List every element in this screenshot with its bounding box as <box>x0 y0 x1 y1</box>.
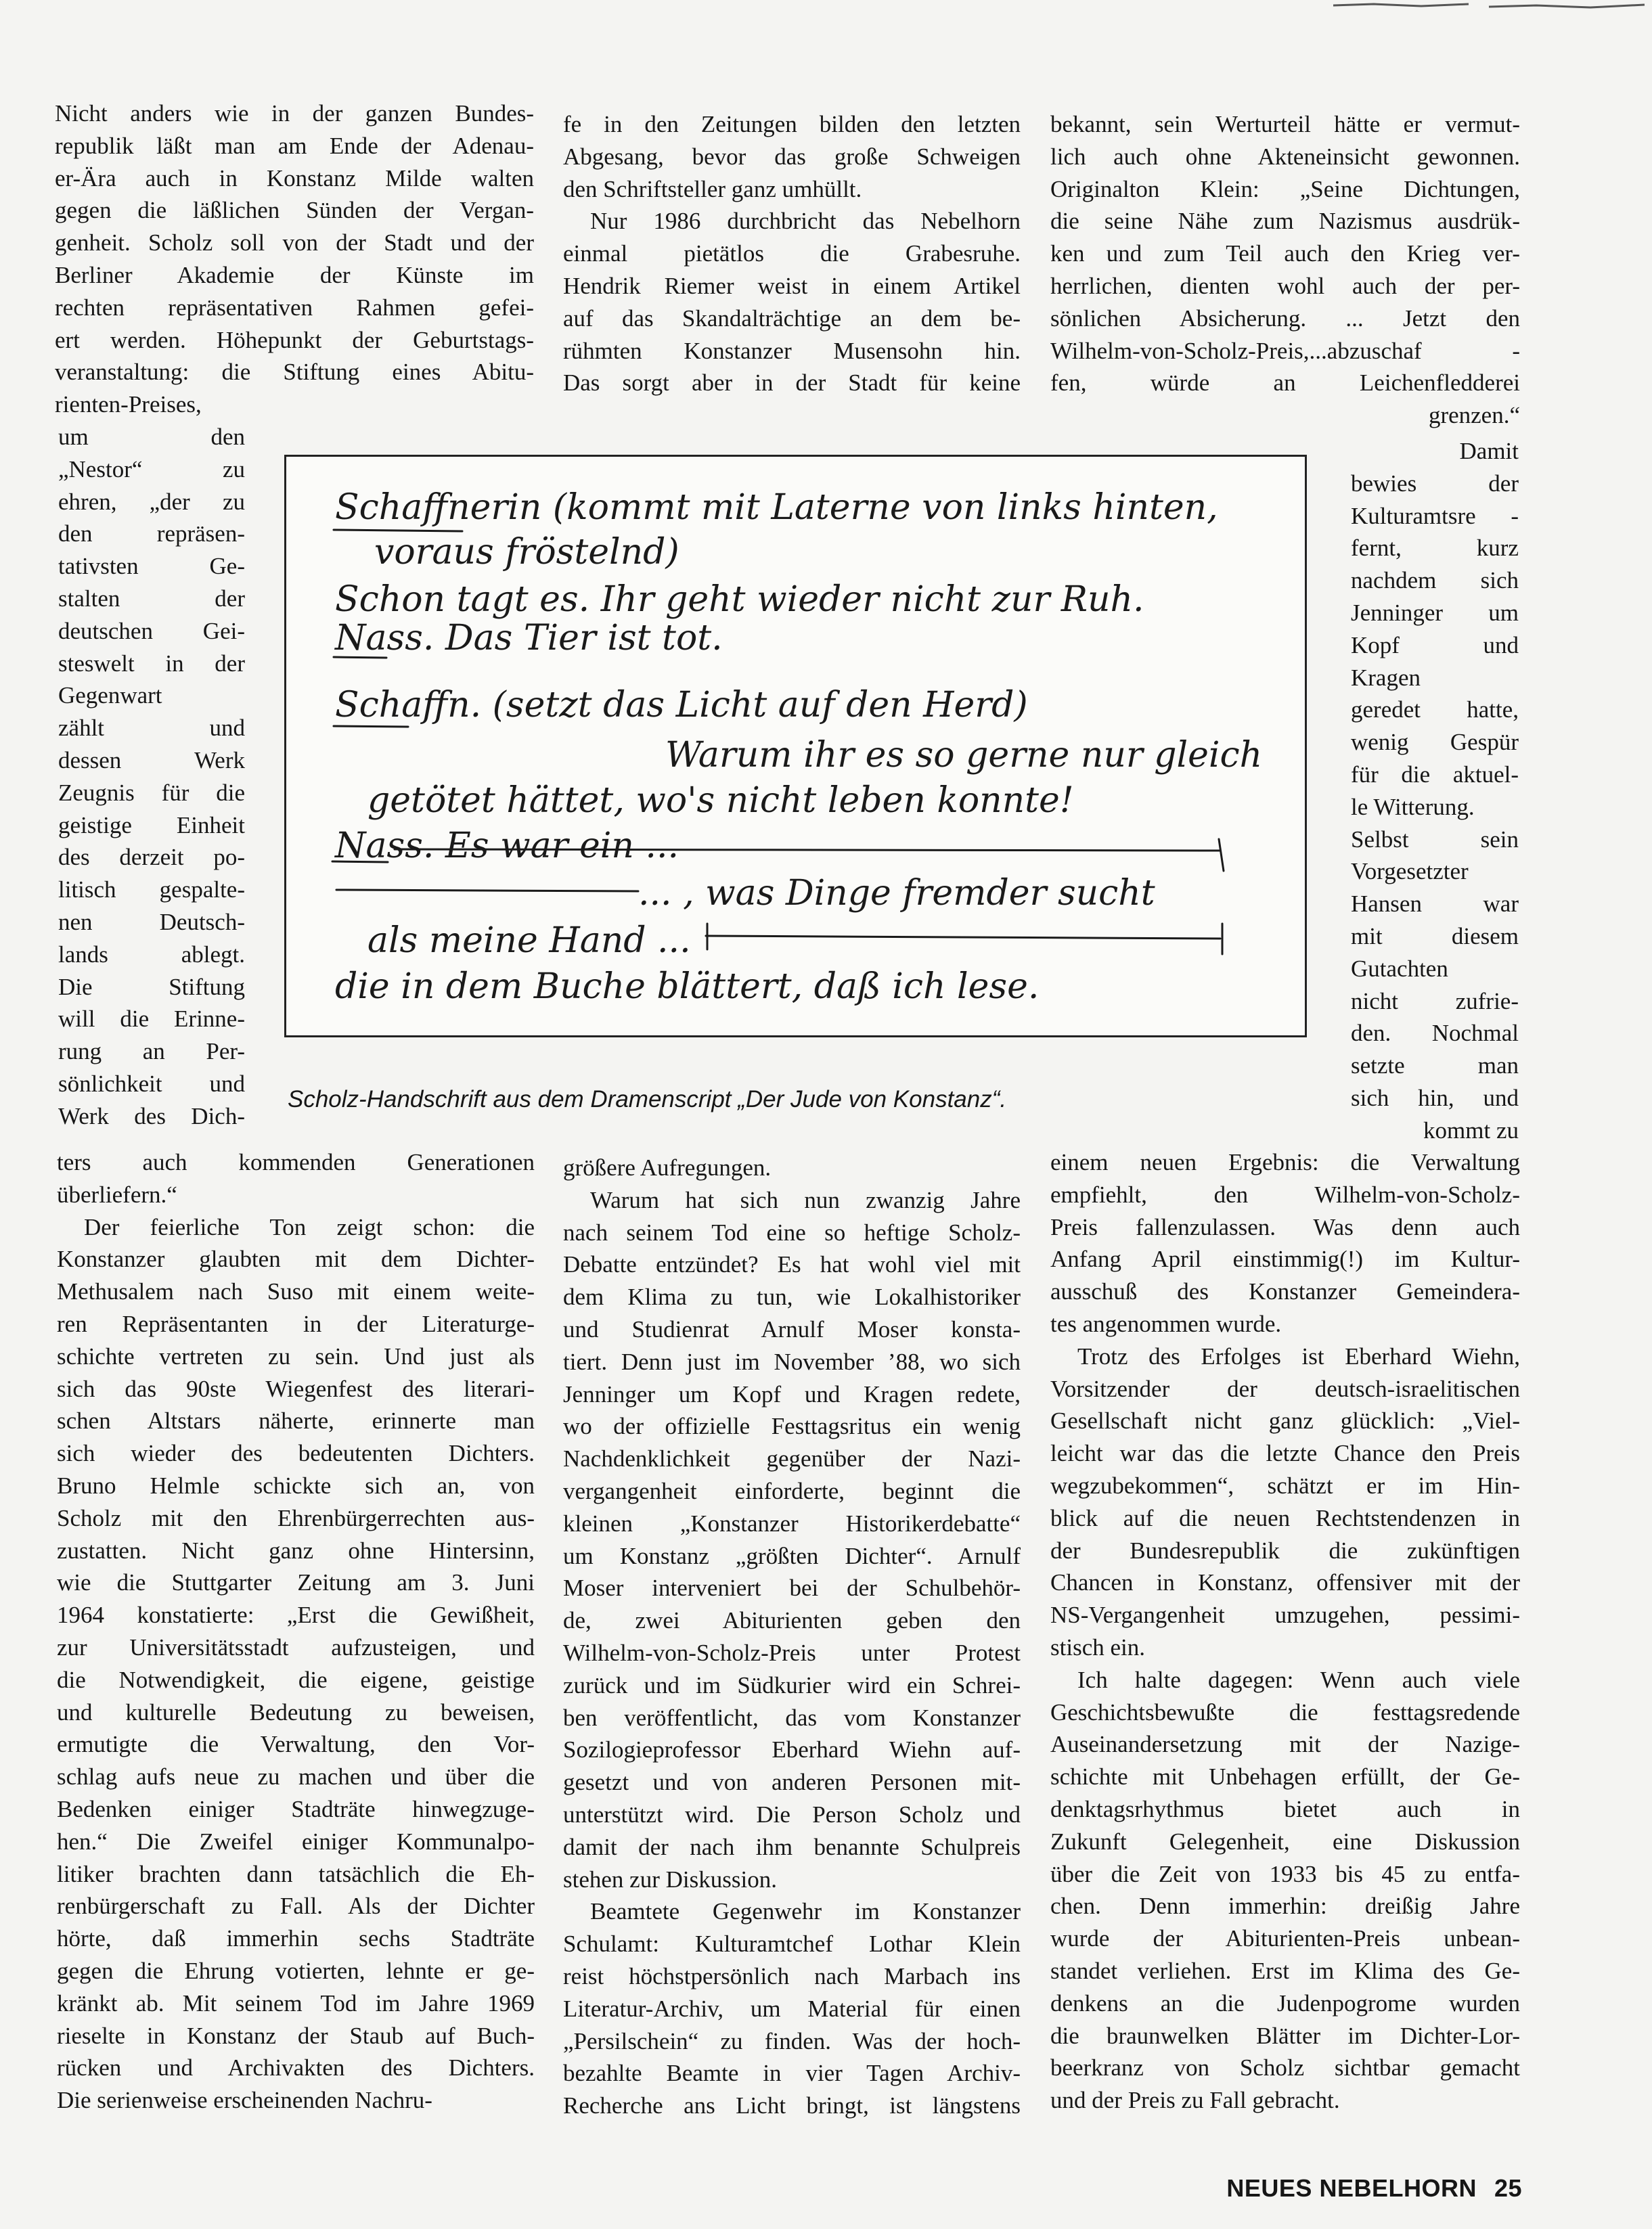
text-line: deutschen Gei- <box>58 617 245 644</box>
text-line: überliefern.“ <box>57 1181 177 1208</box>
text-line: 1964 konstatierte: „Erst die Gewißheit, <box>57 1602 535 1629</box>
handwriting-line: ... , was Dinge fremder sucht <box>638 873 1155 914</box>
handwriting-line: als meine Hand ... <box>367 920 691 961</box>
text-line: über die Zeit von 1933 bis 45 zu entfa- <box>1050 1860 1520 1887</box>
text-line: Nachdenklichkeit gegenüber der Nazi- <box>563 1445 1021 1472</box>
text-line: Debatte entzündet? Es hat wohl viel mit <box>563 1251 1021 1278</box>
text-line: den Schriftsteller ganz umhüllt. <box>563 175 862 202</box>
text-line: Vorgesetzter <box>1351 858 1469 885</box>
text-line: fe in den Zeitungen bilden den letzten <box>563 111 1021 137</box>
handwriting-line: voraus fröstelnd) <box>374 532 679 572</box>
text-line: und kulturelle Bedeutung zu beweisen, <box>57 1698 535 1726</box>
text-line: dem Klima zu tun, wie Lokalhistoriker <box>563 1284 1021 1311</box>
text-line: NS-Vergangenheit umzugehen, pessimi- <box>1050 1602 1520 1629</box>
text-line: Geschichtsbewußte die festtagsredende <box>1050 1698 1520 1726</box>
text-line: er-Ära auch in Konstanz Milde walten <box>55 164 534 192</box>
text-line: einmal pietätlos die Grabesruhe. <box>563 240 1021 267</box>
text-line: mit diesem <box>1351 922 1519 949</box>
text-line: Nicht anders wie in der ganzen Bundes- <box>55 100 534 127</box>
handwriting-line: getötet hättet, wo's nicht leben konnte! <box>367 780 1074 821</box>
text-line: Warum hat sich nun zwanzig Jahre <box>590 1186 1021 1213</box>
text-line: die Notwendigkeit, die eigene, geistige <box>57 1666 535 1693</box>
text-line: tes angenommen wurde. <box>1050 1310 1282 1337</box>
paragraph <box>1050 1146 1520 1341</box>
column-1-top <box>55 97 534 421</box>
text-line: sönlichkeit und <box>58 1070 245 1097</box>
text-line: schichte vertreten zu sein. Und just als <box>57 1343 535 1370</box>
text-line: Beamtete Gegenwehr im Konstanzer <box>590 1898 1021 1925</box>
handwriting-image <box>286 457 1305 1035</box>
text-line: lich auch ohne Akteneinsicht gewonnen. <box>1050 143 1520 170</box>
text-line: beerkranz von Scholz sichtbar gemacht <box>1050 2054 1520 2081</box>
text-line: und der Preis zu Fall gebracht. <box>1050 2087 1340 2114</box>
text-line: einem neuen Ergebnis: die Verwaltung <box>1050 1149 1520 1175</box>
text-line: Bruno Helmle schickte sich an, von <box>57 1472 535 1499</box>
text-line: den repräsen- <box>58 520 245 547</box>
text-line: Literatur-Archiv, um Material für einen <box>563 1995 1021 2022</box>
text-line: des derzeit po- <box>58 844 245 871</box>
text-line: ben veröffentlicht, das vom Konstanzer <box>563 1704 1021 1731</box>
text-line: und Studienrat Arnulf Moser konsta- <box>563 1315 1021 1343</box>
handwriting-line: Schaffn. (setzt das Licht auf den Herd) <box>335 685 1028 725</box>
text-line: Konstanzer glaubten mit dem Dichter- <box>57 1246 535 1273</box>
text-line: Wilhelm-von-Scholz-Preis,...abzuschaf - <box>1050 337 1520 364</box>
text-line: empfiehlt, den Wilhelm-von-Scholz- <box>1050 1181 1520 1208</box>
text-line: stisch ein. <box>1050 1634 1145 1661</box>
text-line: Die Stiftung <box>58 973 245 1000</box>
text-line: bewies der <box>1351 470 1519 497</box>
text-line: Der feierliche Ton zeigt schon: die <box>84 1213 535 1240</box>
text-line: republik läßt man am Ende der Adenau- <box>55 132 534 159</box>
column-1-bottom <box>57 1146 535 2117</box>
text-line: kleinen „Konstanzer Historikerdebatte“ <box>563 1510 1021 1537</box>
handwriting-line: Warum ihr es so gerne nur gleich <box>665 735 1263 775</box>
text-line: Schulamt: Kulturamtchef Lothar Klein <box>563 1931 1021 1958</box>
paragraph <box>57 1146 535 1211</box>
text-line: ehren, „der zu <box>58 488 245 515</box>
text-line: Preis fallenzulassen. Was denn auch <box>1050 1213 1520 1240</box>
text-line: wo der offizielle Festtagsritus ein wenig <box>563 1413 1021 1440</box>
text-line: bezahlte Beamte in vier Tagen Archiv- <box>563 2060 1021 2087</box>
text-line: tativsten Ge- <box>58 553 245 580</box>
figure-caption: Scholz-Handschrift aus dem Dramenscript „Der Jude von Konstanz“. <box>288 1086 1007 1112</box>
text-line: die seine Nähe zum Nazismus ausdrük- <box>1050 208 1520 235</box>
paragraph <box>563 108 1021 205</box>
paragraph <box>1050 1664 1520 2117</box>
text-line: sönlichen Absicherung. ... Jetzt den <box>1050 305 1520 332</box>
text-line: zur Universitätsstadt aufzusteigen, und <box>57 1634 535 1661</box>
text-line: lands ablegt. <box>58 941 245 968</box>
text-line: Gegenwart <box>58 682 162 709</box>
column-1-narrow <box>58 421 245 1133</box>
text-line: gesetzt und von anderen Personen mit- <box>563 1769 1021 1796</box>
text-line: Hansen war <box>1351 891 1519 918</box>
column-3-top <box>1050 108 1520 432</box>
text-line: Sozilogieprofessor Eberhard Wiehn auf- <box>563 1736 1021 1763</box>
text-line: nachdem sich <box>1351 567 1519 594</box>
text-line: fernt, kurz <box>1351 535 1519 562</box>
text-line: „Nestor“ zu <box>58 455 245 482</box>
text-line: Jenninger um <box>1351 599 1519 626</box>
text-line: bekannt, sein Werturteil hätte er vermut- <box>1050 111 1520 137</box>
text-line: Die serienweise erscheinenden Nachru- <box>57 2087 432 2114</box>
text-line: denktagsrhythmus bietet auch in <box>1050 1795 1520 1822</box>
text-line: nen Deutsch- <box>58 908 245 935</box>
text-line: stehen zur Diskussion. <box>563 1866 777 1893</box>
handwriting-line: Nass. Es war ein ... <box>335 826 679 866</box>
text-line: der Bundesrepublik die zukünftigen <box>1050 1537 1520 1564</box>
text-line: setzte man <box>1351 1052 1519 1079</box>
text-line: Kragen <box>1351 664 1421 691</box>
text-line: genheit. Scholz soll von der Stadt und der <box>55 229 534 256</box>
handwriting-figure <box>284 455 1307 1037</box>
text-line: sich wieder des bedeutenten Dichters. <box>57 1440 535 1467</box>
text-line: Jenninger um Kopf und Kragen redete, <box>563 1380 1021 1408</box>
text-line: um Konstanz „größten Dichter“. Arnulf <box>563 1542 1021 1569</box>
text-line: ters auch kommenden Generationen <box>57 1149 535 1175</box>
text-line: rücken und Archivakten des Dichters. <box>57 2054 535 2081</box>
text-line: rühmten Konstanzer Musensohn hin. <box>563 337 1021 364</box>
text-line: wegzubekommen“, schätzt er im Hin- <box>1050 1472 1520 1499</box>
text-line: tiert. Denn just im November ’88, wo sich <box>563 1348 1021 1375</box>
text-line: ert werden. Höhepunkt der Geburtstags- <box>55 326 534 353</box>
text-line: zurück und im Südkurier wird ein Schrei- <box>563 1671 1021 1698</box>
text-line: Das sorgt aber in der Stadt für keine <box>563 369 1021 397</box>
paragraph <box>563 1895 1021 2122</box>
text-line: de, zwei Abiturienten geben den <box>563 1607 1021 1634</box>
text-line: geredet hatte, <box>1351 696 1519 723</box>
magazine-name: NEUES NEBELHORN <box>1226 2174 1477 2202</box>
handwriting-line: Nass. Das Tier ist tot. <box>335 618 723 658</box>
text-line: geistige Einheit <box>58 811 245 838</box>
text-line: größere Aufregungen. <box>563 1154 772 1181</box>
text-line: „Persilschein“ zu finden. Was der hoch- <box>563 2027 1021 2054</box>
text-line: herrlichen, dienten wohl auch der per- <box>1050 272 1520 299</box>
text-line: Gutachten <box>1351 955 1448 982</box>
text-line: die braunwelken Blätter im Dichter-Lor- <box>1050 2022 1520 2049</box>
text-line: Originalton Klein: „Seine Dichtungen, <box>1050 175 1520 202</box>
text-line: rienten-Preises, <box>55 391 202 418</box>
text-line: dessen Werk <box>58 746 245 773</box>
text-line: sich hin, und <box>1351 1084 1519 1111</box>
handwriting-line: Schon tagt es. Ihr geht wieder nicht zur Ruh. <box>335 579 1144 620</box>
paragraph <box>563 205 1021 399</box>
text-line: Hendrik Riemer weist in einem Artikel <box>563 272 1021 299</box>
text-line: rung an Per- <box>58 1038 245 1065</box>
text-line: Kulturamtsre - <box>1351 502 1519 529</box>
page-footer <box>1226 2174 1522 2203</box>
text-line: standet verliehen. Erst im Klima des Ge- <box>1050 1957 1520 1984</box>
text-line: Scholz mit den Ehrenbürgerrechten aus- <box>57 1504 535 1531</box>
text-line: nicht zufrie- <box>1351 987 1519 1014</box>
text-line: grenzen.“ <box>1428 402 1520 429</box>
text-line: Recherche ans Licht bringt, ist längstens <box>563 2092 1021 2119</box>
text-line: Auseinandersetzung mit der Nazige- <box>1050 1731 1520 1758</box>
text-line: Damit <box>1459 438 1519 464</box>
text-line: blick auf die neuen Rechtstendenzen in <box>1050 1504 1520 1531</box>
text-line: zustatten. Nicht ganz ohne Hintersinn, <box>57 1537 535 1564</box>
text-line: gegen die läßlichen Sünden der Vergan- <box>55 197 534 224</box>
text-line: Ich halte dagegen: Wenn auch viele <box>1077 1666 1520 1693</box>
text-line: damit der nach ihm benannte Schulpreis <box>563 1833 1021 1860</box>
handwriting-line: die in dem Buche blättert, daß ich lese. <box>335 966 1040 1007</box>
text-line: Berliner Akademie der Künste im <box>55 261 534 288</box>
text-line: rieselte in Konstanz der Staub auf Buch- <box>57 2022 535 2049</box>
text-line: Moser interveniert bei der Schulbehör- <box>563 1575 1021 1602</box>
text-line: gegen die Ehrung votierten, lehnte er ge- <box>57 1957 535 1984</box>
text-line: Selbst sein <box>1351 826 1519 853</box>
text-line: renbürgerschaft zu Fall. Als der Dichter <box>57 1893 535 1920</box>
text-line: Chancen in Konstanz, offensiver mit der <box>1050 1569 1520 1596</box>
text-line: Gesellschaft nicht ganz glücklich: „Viel- <box>1050 1408 1520 1435</box>
text-line: rechten repräsentativen Rahmen gefei- <box>55 294 534 321</box>
text-line: wenig Gespür <box>1351 729 1519 756</box>
paragraph <box>57 1211 535 2117</box>
column-3-narrow <box>1351 435 1519 1147</box>
text-line: Anfang April einstimmig(!) im Kultur- <box>1050 1246 1520 1273</box>
text-line: Wilhelm-von-Scholz-Preis unter Protest <box>563 1639 1021 1666</box>
handwriting-line: Schaffnerin (kommt mit Laterne von links hinten, <box>335 487 1218 528</box>
text-line: Kopf und <box>1351 631 1519 658</box>
text-line: Trotz des Erfolges ist Eberhard Wiehn, <box>1077 1343 1520 1370</box>
text-line: Werk des Dich- <box>58 1102 245 1129</box>
text-line: veranstaltung: die Stiftung eines Abitu- <box>55 359 534 386</box>
text-line: le Witterung. <box>1351 793 1475 820</box>
scan-edge-marks <box>1333 0 1651 20</box>
text-line: Vorsitzender der deutsch-israelitischen <box>1050 1375 1520 1402</box>
paragraph <box>563 1184 1021 1896</box>
text-line: ren Repräsentanten in der Literaturge- <box>57 1310 535 1337</box>
text-line: für die aktuel- <box>1351 761 1519 788</box>
text-line: Abgesang, bevor das große Schweigen <box>563 143 1021 170</box>
text-line: ermutigte die Verwaltung, den Vor- <box>57 1731 535 1758</box>
column-2-top <box>563 108 1021 399</box>
text-line: schen Altstars näherte, erinnerte man <box>57 1408 535 1435</box>
text-line: stalten der <box>58 585 245 612</box>
text-line: hörte, daß immerhin sechs Stadträte <box>57 1925 535 1952</box>
text-line: schichte mit Unbehagen erfüllt, der Ge- <box>1050 1763 1520 1791</box>
column-3-bottom <box>1050 1146 1520 2117</box>
text-line: kommt zu <box>1423 1117 1519 1144</box>
text-line: Zeugnis für die <box>58 779 245 806</box>
text-line: fen, würde an Leichenfledderei <box>1050 369 1520 397</box>
text-line: reist höchstpersönlich nach Marbach ins <box>563 1962 1021 1989</box>
text-line: wurde der Abiturienten-Preis unbean- <box>1050 1925 1520 1952</box>
text-line: leicht war das die letzte Chance den Preis <box>1050 1440 1520 1467</box>
text-line: unterstützt wird. Die Person Scholz und <box>563 1801 1021 1828</box>
text-line: will die Erinne- <box>58 1006 245 1033</box>
text-line: wie die Stuttgarter Zeitung am 3. Juni <box>57 1569 535 1596</box>
text-line: litiker brachten dann tatsächlich die Eh- <box>57 1860 535 1887</box>
text-line: denkens an die Judenpogrome wurden <box>1050 1989 1520 2017</box>
text-line: Nur 1986 durchbricht das Nebelhorn <box>590 208 1021 235</box>
text-line: Bedenken einiger Stadträte hinwegzuge- <box>57 1795 535 1822</box>
text-line: zählt und <box>58 715 245 742</box>
text-line: Methusalem nach Suso mit einem weite- <box>57 1278 535 1305</box>
text-line: Zukunft Gelegenheit, eine Diskussion <box>1050 1828 1520 1855</box>
text-line: steswelt in der <box>58 650 245 677</box>
paragraph <box>563 1152 1021 1184</box>
text-line: vergangenheit einforderte, beginnt die <box>563 1477 1021 1504</box>
text-line: chen. Denn immerhin: dreißig Jahre <box>1050 1893 1520 1920</box>
text-line: ausschuß des Konstanzer Gemeindera- <box>1050 1278 1520 1305</box>
text-line: litisch gespalte- <box>58 876 245 903</box>
text-line: schlag aufs neue zu machen und über die <box>57 1763 535 1791</box>
paragraph <box>1050 1341 1520 1664</box>
text-line: auf das Skandalträchtige an dem be- <box>563 305 1021 332</box>
page-number: 25 <box>1494 2174 1522 2202</box>
text-line: den. Nochmal <box>1351 1020 1519 1047</box>
text-line: sich das 90ste Wiegenfest des literari- <box>57 1375 535 1402</box>
text-line: nach seinem Tod eine so heftige Scholz- <box>563 1219 1021 1246</box>
text-line: hen.“ Die Zweifel einiger Kommunalpo- <box>57 1828 535 1855</box>
column-2-bottom <box>563 1152 1021 2122</box>
text-line: kränkt ab. Mit seinem Tod im Jahre 1969 <box>57 1989 535 2017</box>
text-line: um den <box>58 424 245 450</box>
text-line: ken und zum Teil auch den Krieg ver- <box>1050 240 1520 267</box>
